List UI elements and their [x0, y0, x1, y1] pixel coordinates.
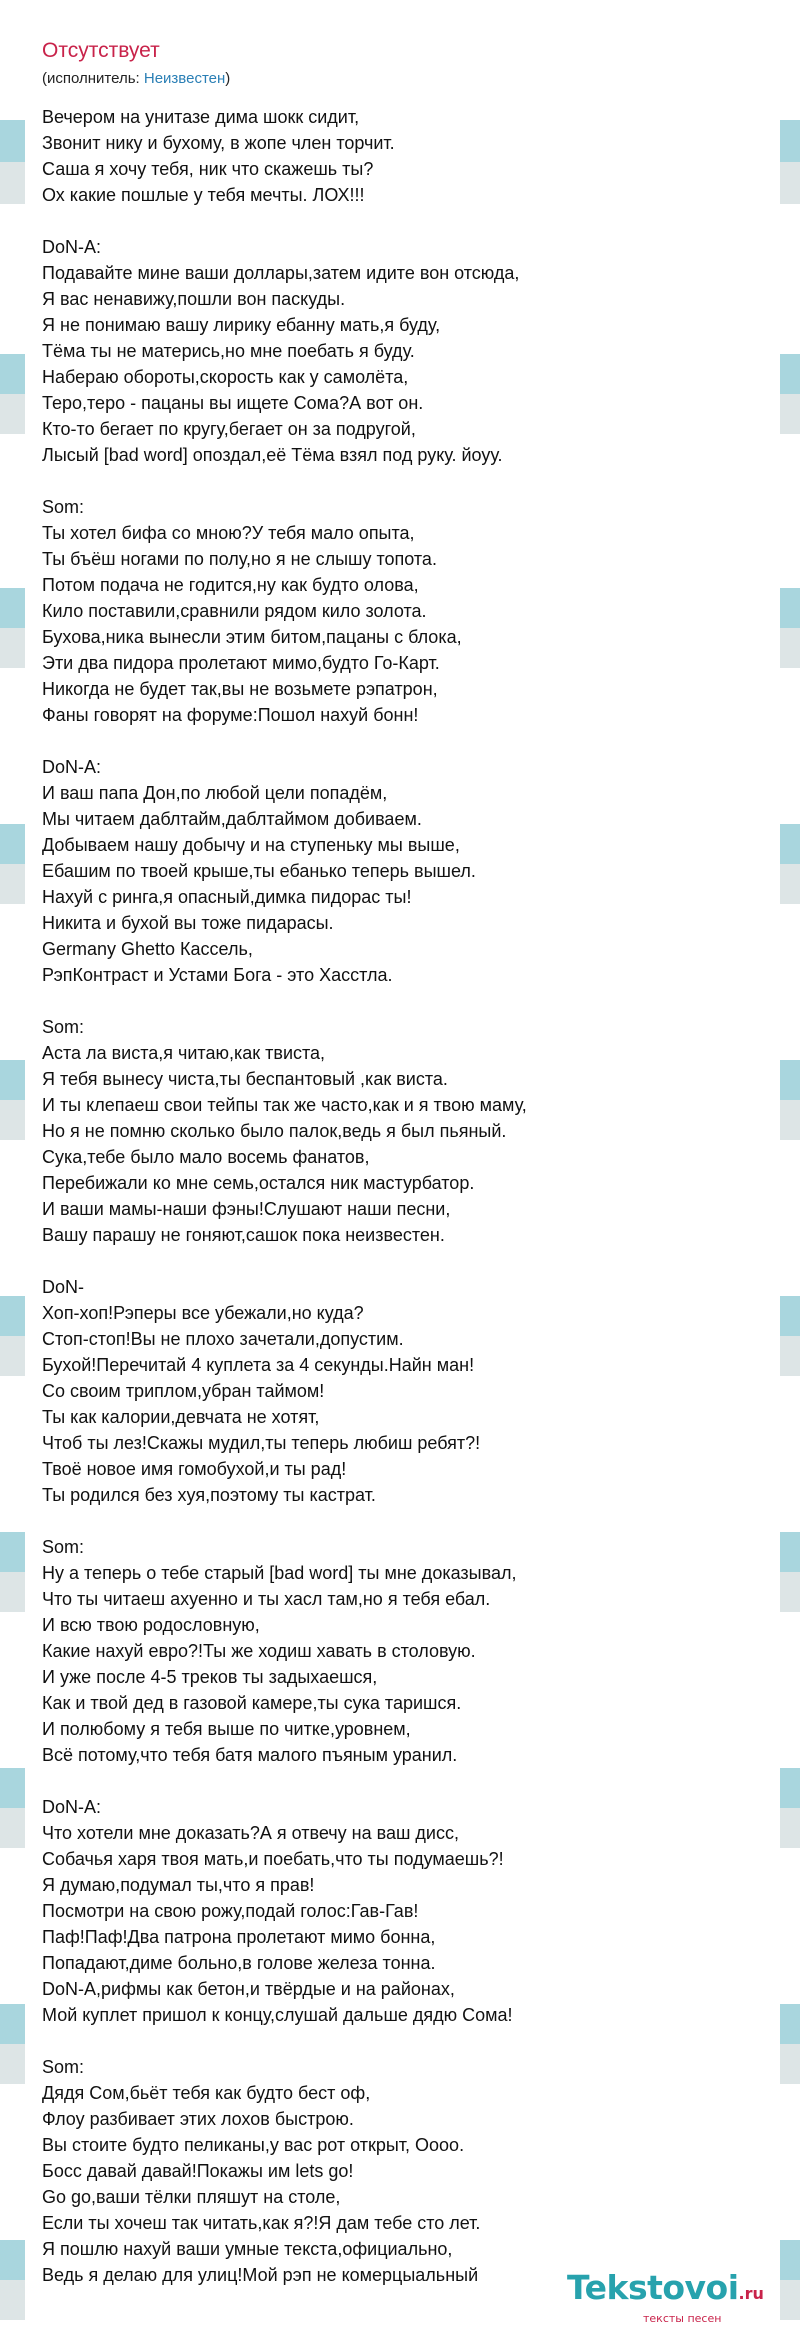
lyrics-stanza [42, 104, 762, 208]
lyric-line: Дядя Сом,бьёт тебя как будто бест оф, [42, 2083, 371, 2103]
lyric-line: Флоу разбивает этих лохов быстрою. [42, 2109, 354, 2129]
lyric-line: Нахуй с ринга,я опасный,димка пидорас ты! [42, 887, 412, 907]
lyric-line: Germany Ghetto Кассель, [42, 939, 253, 959]
lyric-line: Я пошлю нахуй ваши умные текста,официально, [42, 2239, 453, 2259]
lyric-line: Но я не помню сколько было палок,ведь я был пьяный. [42, 1121, 507, 1141]
lyric-line: Чтоб ты лез!Скажы мудил,ты теперь любиш ребят?! [42, 1433, 481, 1453]
lyric-line: Паф!Паф!Два патрона пролетают мимо бонна, [42, 1927, 436, 1947]
lyric-line: И уже после 4-5 треков ты задыхаешся, [42, 1667, 378, 1687]
lyric-line: Ты хотел бифа со мною?У тебя мало опыта, [42, 523, 415, 543]
lyric-line: Ебашим по твоей крыше,ты ебанько теперь вышел. [42, 861, 476, 881]
lyric-line: Ох какие пошлые у тебя мечты. ЛОХ!!! [42, 185, 365, 205]
lyric-line: Подавайте мине ваши доллары,затем идите вон отсюда, [42, 263, 520, 283]
logo-name: Tekstovoi [567, 2268, 739, 2307]
lyric-line: Я думаю,подумал ты,что я прав! [42, 1875, 315, 1895]
lyric-line: Лысый [bad word] опоздал,её Тёма взял под руку. йоуу. [42, 445, 503, 465]
logo-tagline: тексты песен [643, 2312, 722, 2325]
lyric-line: Какие нахуй евро?!Ты же ходиш хавать в столовую. [42, 1641, 476, 1661]
lyrics-stanza [42, 1014, 762, 1248]
lyric-line: DoN-A,рифмы как бетон,и твёрдые и на районах, [42, 1979, 455, 1999]
lyrics-stanza [42, 1534, 762, 1768]
lyrics-stanza [42, 234, 762, 468]
lyric-line: Добываем нашу добычу и на ступеньку мы выше, [42, 835, 460, 855]
lyric-line: И полюбому я тебя выше по читке,уровнем, [42, 1719, 411, 1739]
lyric-line: Собачья харя твоя мать,и поебать,что ты подумаешь?! [42, 1849, 504, 1869]
artist-line [42, 70, 230, 87]
lyric-line: Кто-то бегает по кругу,бегает он за подругой, [42, 419, 416, 439]
lyric-line: Вы стоите будто пеликаны,у вас рот открыт, Оооо. [42, 2135, 465, 2155]
lyric-line: Мы читаем даблтайм,даблтаймом добиваем. [42, 809, 422, 829]
lyric-line: Набераю обороты,скорость как у самолёта, [42, 367, 409, 387]
lyrics-stanza [42, 2054, 762, 2288]
artist-suffix: ) [225, 70, 231, 87]
lyric-line: Ты бъёш ногами по полу,но я не слышу топота. [42, 549, 437, 569]
lyric-line: Мой куплет пришол к концу,слушай дальше дядю Сома! [42, 2005, 513, 2025]
lyric-line: Саша я хочу тебя, ник что скажешь ты? [42, 159, 374, 179]
lyric-line: Тёма ты не матерись,но мне поебать я буду. [42, 341, 415, 361]
lyric-line: Эти два пидора пролетают мимо,будто Го-Карт. [42, 653, 440, 673]
lyric-line: DoN-A: [42, 237, 102, 257]
lyric-line: DoN-A: [42, 1797, 102, 1817]
lyric-line: Твоё новое имя гомобухой,и ты рад! [42, 1459, 347, 1479]
artist-link[interactable]: Неизвестен [143, 70, 226, 87]
lyric-line: Звонит нику и бухому, в жопе член торчит. [42, 133, 395, 153]
lyric-line: Теро,теро - пацаны вы ищете Сома?А вот он. [42, 393, 424, 413]
tekstovoi-logo[interactable] [567, 2268, 767, 2332]
lyric-line: Посмотри на свою рожу,подай голос:Гав-Гав! [42, 1901, 419, 1921]
lyric-line: DoN-A: [42, 757, 102, 777]
lyric-line: Go go,ваши тёлки пляшут на столе, [42, 2187, 341, 2207]
lyrics-stanza [42, 1274, 762, 1508]
lyric-line: Я тебя вынесу чиста,ты беспантовый ,как виста. [42, 1069, 448, 1089]
lyric-line: Стоп-стоп!Вы не плохо зачетали,допустим. [42, 1329, 404, 1349]
lyric-line: Попадают,диме больно,в голове железа тонна. [42, 1953, 436, 1973]
lyric-line: Я не понимаю вашу лирику ебанну мать,я буду, [42, 315, 441, 335]
lyric-line: РэпКонтраст и Устами Бога - это Хасстла. [42, 965, 393, 985]
lyric-line: И всю твою родословную, [42, 1615, 260, 1635]
lyric-line: Фаны говорят на форуме:Пошол нахуй бонн! [42, 705, 419, 725]
lyric-line: Хоп-хоп!Рэперы все убежали,но куда? [42, 1303, 364, 1323]
lyric-line: Перебижали ко мне семь,остался ник мастурбатор. [42, 1173, 475, 1193]
lyric-line: Потом подача не годится,ну как будто олова, [42, 575, 419, 595]
lyrics-stanza [42, 494, 762, 728]
lyric-line: Если ты хочеш так читать,как я?!Я дам тебе сто лет. [42, 2213, 481, 2233]
lyric-line: Босс давай давай!Покажы им lets go! [42, 2161, 354, 2181]
lyric-line: Som: [42, 2057, 85, 2077]
lyric-line: Никита и бухой вы тоже пидарасы. [42, 913, 334, 933]
lyric-line: Som: [42, 1537, 85, 1557]
lyric-line: Как и твой дед в газовой камере,ты сука таришся. [42, 1693, 462, 1713]
lyric-line: Ведь я делаю для улиц!Мой рэп не комерцыальный [42, 2265, 479, 2285]
lyric-line: Сука,тебе было мало восемь фанатов, [42, 1147, 370, 1167]
logo-domain: .ru [738, 2284, 764, 2303]
lyric-line: Вашу парашу не гоняют,сашок пока неизвестен. [42, 1225, 445, 1245]
lyric-line: DoN- [42, 1277, 85, 1297]
lyric-line: Со своим триплом,убран таймом! [42, 1381, 325, 1401]
song-title: Отсутствует [42, 39, 160, 62]
lyric-line: Аста ла виста,я читаю,как твиста, [42, 1043, 326, 1063]
lyrics-stanza [42, 754, 762, 988]
lyric-line: Som: [42, 1017, 85, 1037]
lyrics-stanza [42, 1794, 762, 2028]
lyric-line: Всё потому,что тебя батя малого пъяным уранил. [42, 1745, 458, 1765]
lyric-line: Вечером на унитазе дима шокк сидит, [42, 107, 360, 127]
lyrics-card [25, 12, 780, 2340]
lyric-line: И ваши мамы-наши фэны!Слушают наши песни, [42, 1199, 451, 1219]
lyric-line: Ты как калории,девчата не хотят, [42, 1407, 320, 1427]
lyric-line: Ты родился без хуя,поэтому ты кастрат. [42, 1485, 376, 1505]
lyrics-body [42, 104, 762, 2314]
lyric-line: Ну а теперь о тебе старый [bad word] ты мне доказывал, [42, 1563, 517, 1583]
lyric-line: Что хотели мне доказать?А я отвечу на ваш дисс, [42, 1823, 459, 1843]
lyric-line: Никогда не будет так,вы не возьмете рэпатрон, [42, 679, 438, 699]
lyric-line: И ты клепаеш свои тейпы так же часто,как и я твою маму, [42, 1095, 527, 1115]
lyric-line: Кило поставили,сравнили рядом кило золота. [42, 601, 427, 621]
logo-wordmark [567, 2268, 767, 2314]
lyric-line: Что ты читаеш ахуенно и ты хасл там,но я тебя ебал. [42, 1589, 491, 1609]
artist-prefix: (исполнитель: [42, 70, 144, 87]
lyric-line: Бухова,ника вынесли этим битом,пацаны с блока, [42, 627, 462, 647]
lyric-line: Бухой!Перечитай 4 куплета за 4 секунды.Найн ман! [42, 1355, 475, 1375]
lyric-line: Som: [42, 497, 85, 517]
lyric-line: И ваш папа Дон,по любой цели попадём, [42, 783, 388, 803]
lyric-line: Я вас ненавижу,пошли вон паскуды. [42, 289, 346, 309]
